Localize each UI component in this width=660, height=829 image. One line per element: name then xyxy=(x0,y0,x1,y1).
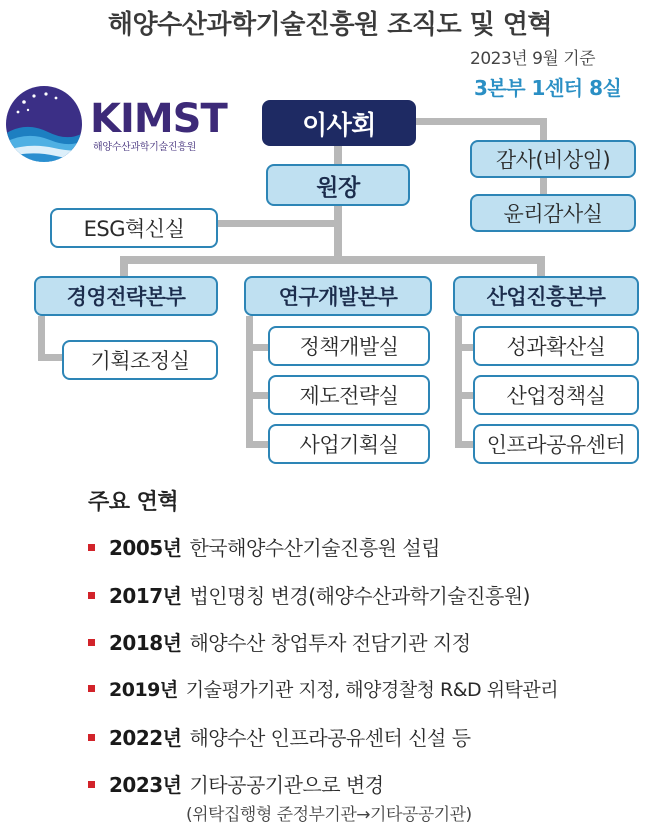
connector-div2-units xyxy=(246,316,253,448)
history-year: 2018년 xyxy=(109,631,182,655)
summary-unit-2: 센터 xyxy=(544,76,590,100)
summary-unit-3: 실 xyxy=(602,76,622,100)
connector-div3-units xyxy=(455,316,462,448)
history-item xyxy=(88,532,440,561)
unit-infra-center-box: 인프라공유센터 xyxy=(473,424,639,464)
history-item xyxy=(88,675,558,702)
connector-div3-unit1 xyxy=(455,344,475,351)
connector-div1-unit1 xyxy=(38,354,64,361)
as-of-date: 2023년 9월 기준 xyxy=(470,49,596,69)
president-box: 원장 xyxy=(266,164,410,206)
summary-count-3: 8 xyxy=(589,76,603,100)
connector-board-president xyxy=(334,146,342,164)
history-text: 해양수산 인프라공유센터 신설 등 xyxy=(189,726,471,750)
division-industry-box: 산업진흥본부 xyxy=(453,276,639,316)
history-note: (위탁집행형 준정부기관→기타공공기관) xyxy=(186,805,472,825)
connector-audit-ethics xyxy=(540,178,547,194)
board-box: 이사회 xyxy=(262,100,416,146)
history-item xyxy=(88,580,530,609)
history-item xyxy=(88,627,471,656)
bullet-marker xyxy=(88,685,95,692)
summary-count-2: 1 xyxy=(531,76,545,100)
unit-planning-box: 기획조정실 xyxy=(62,340,218,380)
ethics-office-box: 윤리감사실 xyxy=(470,194,636,232)
history-text: 법인명칭 변경(해양수산과학기술진흥원) xyxy=(189,584,530,608)
history-text: 기술평가기관 지정, 해양경찰청 R&D 위탁관리 xyxy=(185,679,559,701)
history-year: 2022년 xyxy=(109,726,182,750)
history-text: 해양수산 창업투자 전담기관 지정 xyxy=(189,631,471,655)
history-year: 2005년 xyxy=(109,536,182,560)
history-year: 2017년 xyxy=(109,584,182,608)
bullet-marker xyxy=(88,544,95,551)
connector-div2-unit1 xyxy=(246,344,270,351)
connector-divisions-bar xyxy=(120,256,544,264)
division-management-box: 경영전략본부 xyxy=(34,276,218,316)
unit-policy-dev-box: 정책개발실 xyxy=(268,326,430,366)
unit-industry-policy-box: 산업정책실 xyxy=(473,375,639,415)
history-item xyxy=(88,769,384,798)
history-text: 기타공공기관으로 변경 xyxy=(189,773,384,797)
unit-project-planning-box: 사업기획실 xyxy=(268,424,430,464)
connector-president-main xyxy=(334,206,342,260)
history-year: 2019년 xyxy=(109,679,178,701)
division-rnd-box: 연구개발본부 xyxy=(244,276,432,316)
connector-div3-drop xyxy=(537,256,545,278)
bullet-marker xyxy=(88,639,95,646)
history-year: 2023년 xyxy=(109,773,182,797)
summary-unit-1: 본부 xyxy=(487,76,532,100)
history-title: 주요 연혁 xyxy=(88,490,179,515)
logo-subtitle: 해양수산과학기술진흥원 xyxy=(93,142,196,153)
connector-div2-unit2 xyxy=(246,392,270,399)
unit-diffusion-box: 성과확산실 xyxy=(473,326,639,366)
bullet-marker xyxy=(88,781,95,788)
logo-wordmark: KIMST xyxy=(90,96,227,142)
org-summary xyxy=(474,72,621,101)
audit-box: 감사(비상임) xyxy=(470,140,636,178)
connector-div2-unit3 xyxy=(246,441,270,448)
bullet-marker xyxy=(88,734,95,741)
connector-div3-unit2 xyxy=(455,392,475,399)
connector-div3-unit3 xyxy=(455,441,475,448)
page-title: 해양수산과학기술진흥원 조직도 및 연혁 xyxy=(107,10,553,40)
connector-esg xyxy=(218,220,338,227)
connector-audit-vertical xyxy=(540,118,547,142)
unit-system-strategy-box: 제도전략실 xyxy=(268,375,430,415)
kimst-logo-emblem xyxy=(4,84,88,164)
bullet-marker xyxy=(88,592,95,599)
summary-count-1: 3 xyxy=(474,76,488,100)
history-item xyxy=(88,722,471,751)
history-text: 한국해양수산기술진흥원 설립 xyxy=(189,536,441,560)
connector-div1-drop xyxy=(120,256,128,278)
connector-board-audit xyxy=(416,118,546,125)
esg-office-box: ESG혁신실 xyxy=(50,208,218,248)
